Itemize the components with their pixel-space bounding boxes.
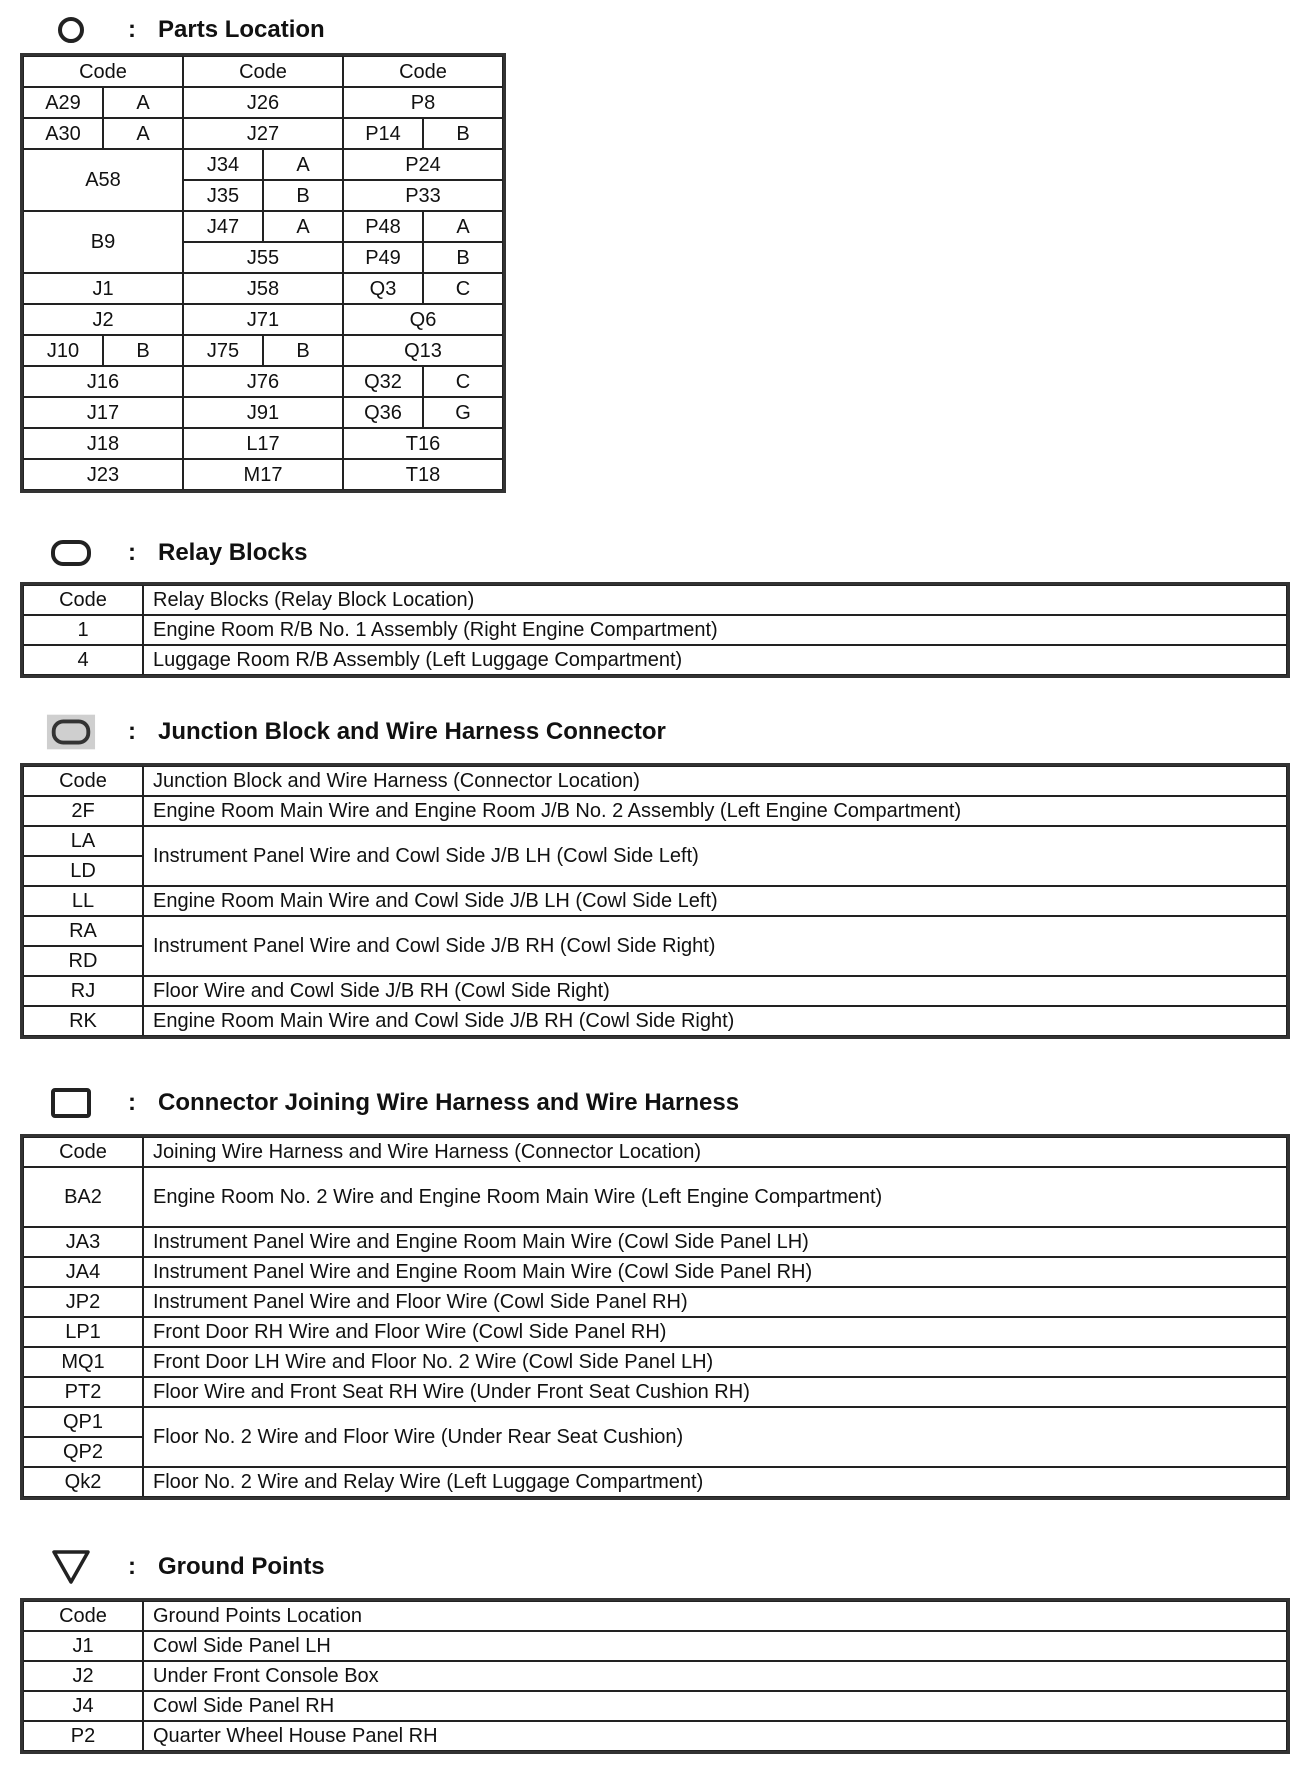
grid-cell: B (423, 118, 503, 149)
grid-cell: C (423, 366, 503, 397)
code-cell: A29 (23, 87, 103, 118)
grid-cell: B (263, 180, 343, 211)
location-cell: Instrument Panel Wire and Floor Wire (Cowl Side Panel RH) (143, 1287, 1287, 1317)
code-cell: P24 (343, 149, 503, 180)
grid-cell: A (263, 211, 343, 242)
code-cell: Q13 (343, 335, 503, 366)
table-row (23, 366, 503, 397)
circle-icon (46, 11, 96, 49)
ground-points-heading (46, 1548, 325, 1586)
location-cell: Front Door RH Wire and Floor Wire (Cowl Side Panel RH) (143, 1317, 1287, 1347)
table-row (23, 1257, 1287, 1287)
code-cell: J58 (183, 273, 343, 304)
location-cell: Luggage Room R/B Assembly (Left Luggage Compartment) (143, 645, 1287, 675)
table-row (23, 1661, 1287, 1691)
code-cell: 2F (23, 796, 143, 826)
code-cell: JA3 (23, 1227, 143, 1257)
table-header-row (23, 1601, 1287, 1631)
code-cell: J34 (183, 149, 263, 180)
grid-cell: A (423, 211, 503, 242)
code-cell: Q32 (343, 366, 423, 397)
shaded-rounded-rect-icon (46, 713, 96, 751)
location-cell: Engine Room No. 2 Wire and Engine Room Main Wire (Left Engine Compartment) (143, 1167, 1287, 1227)
relay-blocks-table (22, 584, 1288, 676)
code-cell: J35 (183, 180, 263, 211)
code-cell: B9 (23, 211, 183, 273)
code-cell: J91 (183, 397, 343, 428)
table-row (23, 1631, 1287, 1661)
table-row (23, 1407, 1287, 1437)
column-header: Code (23, 585, 143, 615)
table-row (23, 1006, 1287, 1036)
heading-colon: : (128, 718, 136, 745)
table-row (23, 615, 1287, 645)
parts-location-heading (46, 11, 325, 49)
table-row (23, 1287, 1287, 1317)
code-cell: J76 (183, 366, 343, 397)
code-cell: J10 (23, 335, 103, 366)
code-cell: J27 (183, 118, 343, 149)
table-row (23, 1227, 1287, 1257)
grid-cell: G (423, 397, 503, 428)
code-cell: T18 (343, 459, 503, 490)
column-header: Joining Wire Harness and Wire Harness (Connector Location) (143, 1137, 1287, 1167)
table-row (23, 886, 1287, 916)
table-row (23, 645, 1287, 675)
code-cell: J2 (23, 1661, 143, 1691)
section-title: Relay Blocks (158, 539, 308, 566)
table-row (23, 304, 503, 335)
grid-cell: A (103, 118, 183, 149)
table-header-row (23, 1137, 1287, 1167)
heading-colon: : (128, 539, 136, 566)
section-title: Connector Joining Wire Harness and Wire Harness (158, 1089, 740, 1116)
table-row (23, 796, 1287, 826)
code-cell: J71 (183, 304, 343, 335)
code-cell: P14 (343, 118, 423, 149)
code-cell: LD (23, 856, 143, 886)
connector-joining-table (22, 1136, 1288, 1498)
code-cell: 1 (23, 615, 143, 645)
location-cell: Cowl Side Panel RH (143, 1691, 1287, 1721)
grid-cell: A (103, 87, 183, 118)
code-cell: Q3 (343, 273, 423, 304)
location-cell: Floor No. 2 Wire and Floor Wire (Under Rear Seat Cushion) (143, 1407, 1287, 1467)
table-header-row (23, 56, 503, 87)
code-cell: P33 (343, 180, 503, 211)
section-title: Junction Block and Wire Harness Connector (158, 718, 666, 745)
code-cell: M17 (183, 459, 343, 490)
table-row (23, 1377, 1287, 1407)
code-cell: A58 (23, 149, 183, 211)
code-cell: J17 (23, 397, 183, 428)
table-row (23, 916, 1287, 946)
table-row (23, 149, 503, 180)
table-header-row (23, 766, 1287, 796)
code-cell: J23 (23, 459, 183, 490)
table-row (23, 1721, 1287, 1751)
code-cell: L17 (183, 428, 343, 459)
column-header: Code (23, 56, 183, 87)
code-cell: T16 (343, 428, 503, 459)
code-cell: J47 (183, 211, 263, 242)
code-cell: JA4 (23, 1257, 143, 1287)
table-row (23, 1467, 1287, 1497)
grid-cell: B (423, 242, 503, 273)
table-row (23, 826, 1287, 856)
code-cell: BA2 (23, 1167, 143, 1227)
code-cell: RJ (23, 976, 143, 1006)
table-header-row (23, 585, 1287, 615)
code-cell: P8 (343, 87, 503, 118)
code-cell: J4 (23, 1691, 143, 1721)
table-row (23, 118, 503, 149)
location-cell: Cowl Side Panel LH (143, 1631, 1287, 1661)
column-header: Ground Points Location (143, 1601, 1287, 1631)
table-row (23, 273, 503, 304)
code-cell: J16 (23, 366, 183, 397)
location-cell: Instrument Panel Wire and Cowl Side J/B LH (Cowl Side Left) (143, 826, 1287, 886)
section-title: Parts Location (158, 16, 325, 43)
square-icon (46, 1084, 96, 1122)
heading-colon: : (128, 1089, 136, 1116)
code-cell: QP2 (23, 1437, 143, 1467)
junction-block-heading (46, 713, 666, 751)
code-cell: J18 (23, 428, 183, 459)
code-cell: RK (23, 1006, 143, 1036)
code-cell: LP1 (23, 1317, 143, 1347)
table-row (23, 397, 503, 428)
section-title: Ground Points (158, 1553, 325, 1580)
triangle-down-icon (46, 1548, 96, 1586)
code-cell: Qk2 (23, 1467, 143, 1497)
location-cell: Quarter Wheel House Panel RH (143, 1721, 1287, 1751)
code-cell: RD (23, 946, 143, 976)
code-cell: J1 (23, 273, 183, 304)
location-cell: Engine Room Main Wire and Engine Room J/B No. 2 Assembly (Left Engine Compartment) (143, 796, 1287, 826)
table-row (23, 87, 503, 118)
column-header: Code (183, 56, 343, 87)
table-row (23, 459, 503, 490)
location-cell: Floor Wire and Cowl Side J/B RH (Cowl Side Right) (143, 976, 1287, 1006)
table-row (23, 1347, 1287, 1377)
code-cell: A30 (23, 118, 103, 149)
connector-joining-heading (46, 1084, 739, 1122)
heading-colon: : (128, 1553, 136, 1580)
table-row (23, 976, 1287, 1006)
code-cell: MQ1 (23, 1347, 143, 1377)
column-header: Code (23, 1137, 143, 1167)
location-cell: Instrument Panel Wire and Engine Room Main Wire (Cowl Side Panel LH) (143, 1227, 1287, 1257)
table-row (23, 335, 503, 366)
code-cell: QP1 (23, 1407, 143, 1437)
location-cell: Under Front Console Box (143, 1661, 1287, 1691)
ground-points-table (22, 1600, 1288, 1752)
table-row (23, 211, 503, 242)
location-cell: Floor Wire and Front Seat RH Wire (Under Front Seat Cushion RH) (143, 1377, 1287, 1407)
location-cell: Engine Room Main Wire and Cowl Side J/B RH (Cowl Side Right) (143, 1006, 1287, 1036)
heading-colon: : (128, 16, 136, 43)
column-header: Code (343, 56, 503, 87)
code-cell: RA (23, 916, 143, 946)
table-row (23, 1317, 1287, 1347)
table-row (23, 1167, 1287, 1227)
location-cell: Instrument Panel Wire and Cowl Side J/B RH (Cowl Side Right) (143, 916, 1287, 976)
code-cell: J2 (23, 304, 183, 335)
code-cell: J55 (183, 242, 343, 273)
relay-blocks-heading (46, 534, 307, 572)
grid-cell: C (423, 273, 503, 304)
grid-cell: A (263, 149, 343, 180)
code-cell: LL (23, 886, 143, 916)
code-cell: Q6 (343, 304, 503, 335)
code-cell: J75 (183, 335, 263, 366)
column-header: Code (23, 766, 143, 796)
location-cell: Floor No. 2 Wire and Relay Wire (Left Luggage Compartment) (143, 1467, 1287, 1497)
location-cell: Front Door LH Wire and Floor No. 2 Wire (Cowl Side Panel LH) (143, 1347, 1287, 1377)
junction-block-table (22, 765, 1288, 1037)
grid-cell: B (263, 335, 343, 366)
code-cell: P2 (23, 1721, 143, 1751)
column-header: Junction Block and Wire Harness (Connector Location) (143, 766, 1287, 796)
code-cell: LA (23, 826, 143, 856)
code-cell: P49 (343, 242, 423, 273)
code-cell: Q36 (343, 397, 423, 428)
column-header: Relay Blocks (Relay Block Location) (143, 585, 1287, 615)
code-cell: PT2 (23, 1377, 143, 1407)
code-cell: J1 (23, 1631, 143, 1661)
table-row (23, 428, 503, 459)
code-cell: J26 (183, 87, 343, 118)
code-cell: P48 (343, 211, 423, 242)
parts-location-table (22, 55, 504, 491)
rounded-rect-icon (46, 534, 96, 572)
table-row (23, 1691, 1287, 1721)
location-cell: Instrument Panel Wire and Engine Room Main Wire (Cowl Side Panel RH) (143, 1257, 1287, 1287)
location-cell: Engine Room Main Wire and Cowl Side J/B LH (Cowl Side Left) (143, 886, 1287, 916)
location-cell: Engine Room R/B No. 1 Assembly (Right Engine Compartment) (143, 615, 1287, 645)
code-cell: 4 (23, 645, 143, 675)
column-header: Code (23, 1601, 143, 1631)
grid-cell: B (103, 335, 183, 366)
code-cell: JP2 (23, 1287, 143, 1317)
